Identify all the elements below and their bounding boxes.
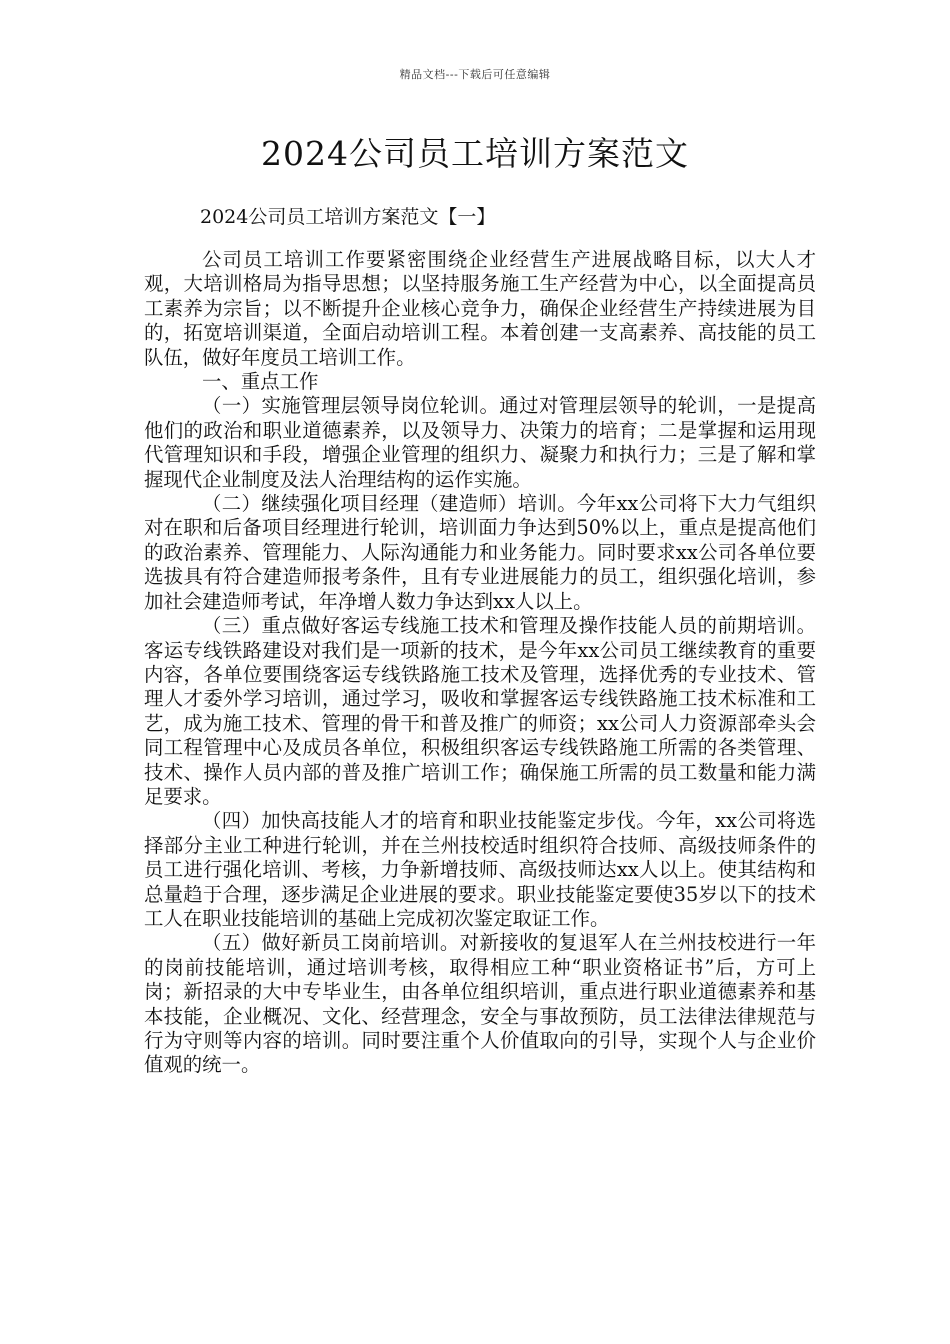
- item-paragraph-2: （二）继续强化项目经理（建造师）培训。今年xx公司将下大力气组织对在职和后备项目经理进行轮训，培训面力争达到50%以上，重点是提高他们的政治素养、管理能力、人际沟通能力和业务能力。同时要求xx公司各单位要选拔具有符合建造师报考条件，且有专业进展能力的员工，组织强化培训，参加社会建造师考试，年净增人数力争达到xx人以上。: [144, 492, 816, 613]
- section-heading: 一、重点工作: [202, 370, 319, 394]
- item-paragraph-4: （四）加快高技能人才的培育和职业技能鉴定步伐。今年，xx公司将选择部分主业工种进行轮训，并在兰州技校适时组织符合技师、高级技师条件的员工进行强化培训、考核，力争新增技师、高级技师达xx人以上。使其结构和总量趋于合理，逐步满足企业进展的要求。职业技能鉴定要使35岁以下的技术工人在职业技能培训的基础上完成初次鉴定取证工作。: [144, 809, 816, 930]
- item-paragraph-1: （一）实施管理层领导岗位轮训。通过对管理层领导的轮训，一是提高他们的政治和职业道德素养，以及领导力、决策力的培育；二是掌握和运用现代管理知识和手段，增强企业管理的组织力、凝聚力和执行力；三是了解和掌握现代企业制度及法人治理结构的运作实施。: [144, 394, 816, 491]
- page-header-note: 精品文档---下载后可任意编辑: [399, 68, 551, 81]
- item-paragraph-5: （五）做好新员工岗前培训。对新接收的复退军人在兰州技校进行一年的岗前技能培训，通过培训考核，取得相应工种“职业资格证书”后，方可上岗；新招录的大中专毕业生，由各单位组织培训，重点进行职业道德素养和基本技能，企业概况、文化、经营理念，安全与事故预防，员工法律法律规范与行为守则等内容的培训。同时要注重个人价值取向的引导，实现个人与企业价值观的统一。: [144, 931, 816, 1077]
- document-body: [144, 248, 816, 1078]
- document-subtitle: 2024公司员工培训方案范文【一】: [200, 206, 496, 228]
- item-paragraph-3: （三）重点做好客运专线施工技术和管理及操作技能人员的前期培训。客运专线铁路建设对我们是一项新的技术，是今年xx公司员工继续教育的重要内容，各单位要围绕客运专线铁路施工技术及管理，选择优秀的专业技术、管理人才委外学习培训，通过学习，吸收和掌握客运专线铁路施工技术标准和工艺，成为施工技术、管理的骨干和普及推广的师资；xx公司人力资源部牵头会同工程管理中心及成员各单位，积极组织客运专线铁路施工所需的各类管理、技术、操作人员内部的普及推广培训工作；确保施工所需的员工数量和能力满足要求。: [144, 614, 816, 808]
- intro-paragraph: 公司员工培训工作要紧密围绕企业经营生产进展战略目标，以大人才观，大培训格局为指导思想；以坚持服务施工生产经营为中心，以全面提高员工素养为宗旨；以不断提升企业核心竞争力，确保企业经营生产持续进展为目的，拓宽培训渠道，全面启动培训工程。本着创建一支高素养、高技能的员工队伍，做好年度员工培训工作。: [144, 248, 816, 369]
- document-title: 2024公司员工培训方案范文: [261, 134, 689, 173]
